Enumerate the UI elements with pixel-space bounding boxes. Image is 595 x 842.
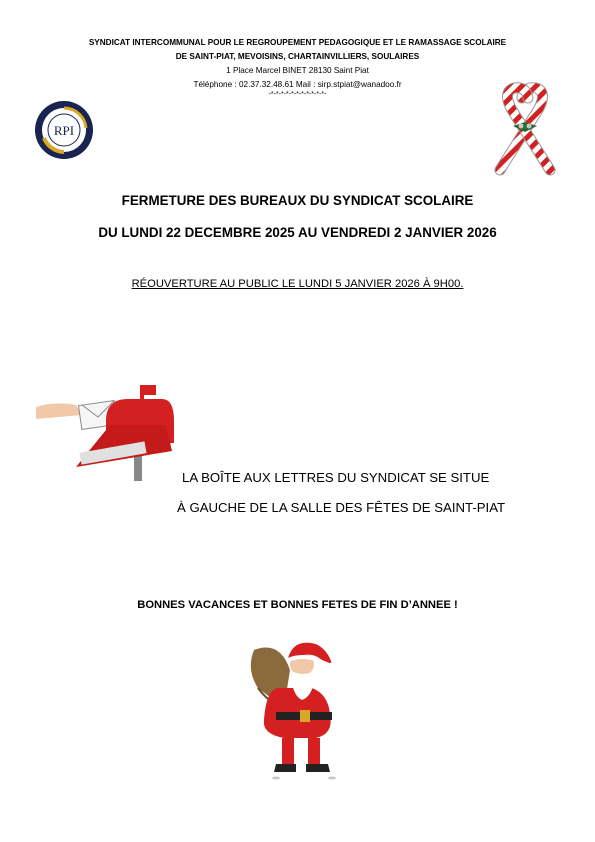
santa-claus-icon [236,630,360,784]
rpi-logo [34,100,94,160]
logo-text: RPI [53,123,75,138]
header-contact: Téléphone : 02.37.32.48.61 Mail : sirp.stpiat@wanadoo.fr [193,80,402,89]
candy-cane-icon [480,82,570,178]
reopening-notice: RÉOUVERTURE AU PUBLIC LE LUNDI 5 JANVIER 2026 À 9H00. [131,278,464,290]
closure-title: FERMETURE DES BUREAUX DU SYNDICAT SCOLAIRE [121,193,474,208]
header-org-line2: DE SAINT-PIAT, MEVOISINS, CHARTAINVILLIERS, SOULAIRES [175,52,420,61]
holiday-wishes: BONNES VACANCES ET BONNES FETES DE FIN D’ANNEE ! [137,599,458,611]
header-org-line1: SYNDICAT INTERCOMMUNAL POUR LE REGROUPEMENT PEDAGOGIQUE ET LE RAMASSAGE SCOLAIRE [88,38,507,47]
closure-dates: DU LUNDI 22 DECEMBRE 2025 AU VENDREDI 2 JANVIER 2026 [98,225,497,240]
header-address: 1 Place Marcel BINET 28130 Saint Piat [226,66,369,75]
header-separator: -*-*-*-*-*-*-*-*-*-*-*- [268,91,327,98]
mailbox-location-line2: À GAUCHE DE LA SALLE DES FÊTES DE SAINT-PIAT [177,500,506,515]
mailbox-icon [36,385,176,481]
mailbox-location-line1: LA BOÎTE AUX LETTRES DU SYNDICAT SE SITUE [182,470,490,485]
